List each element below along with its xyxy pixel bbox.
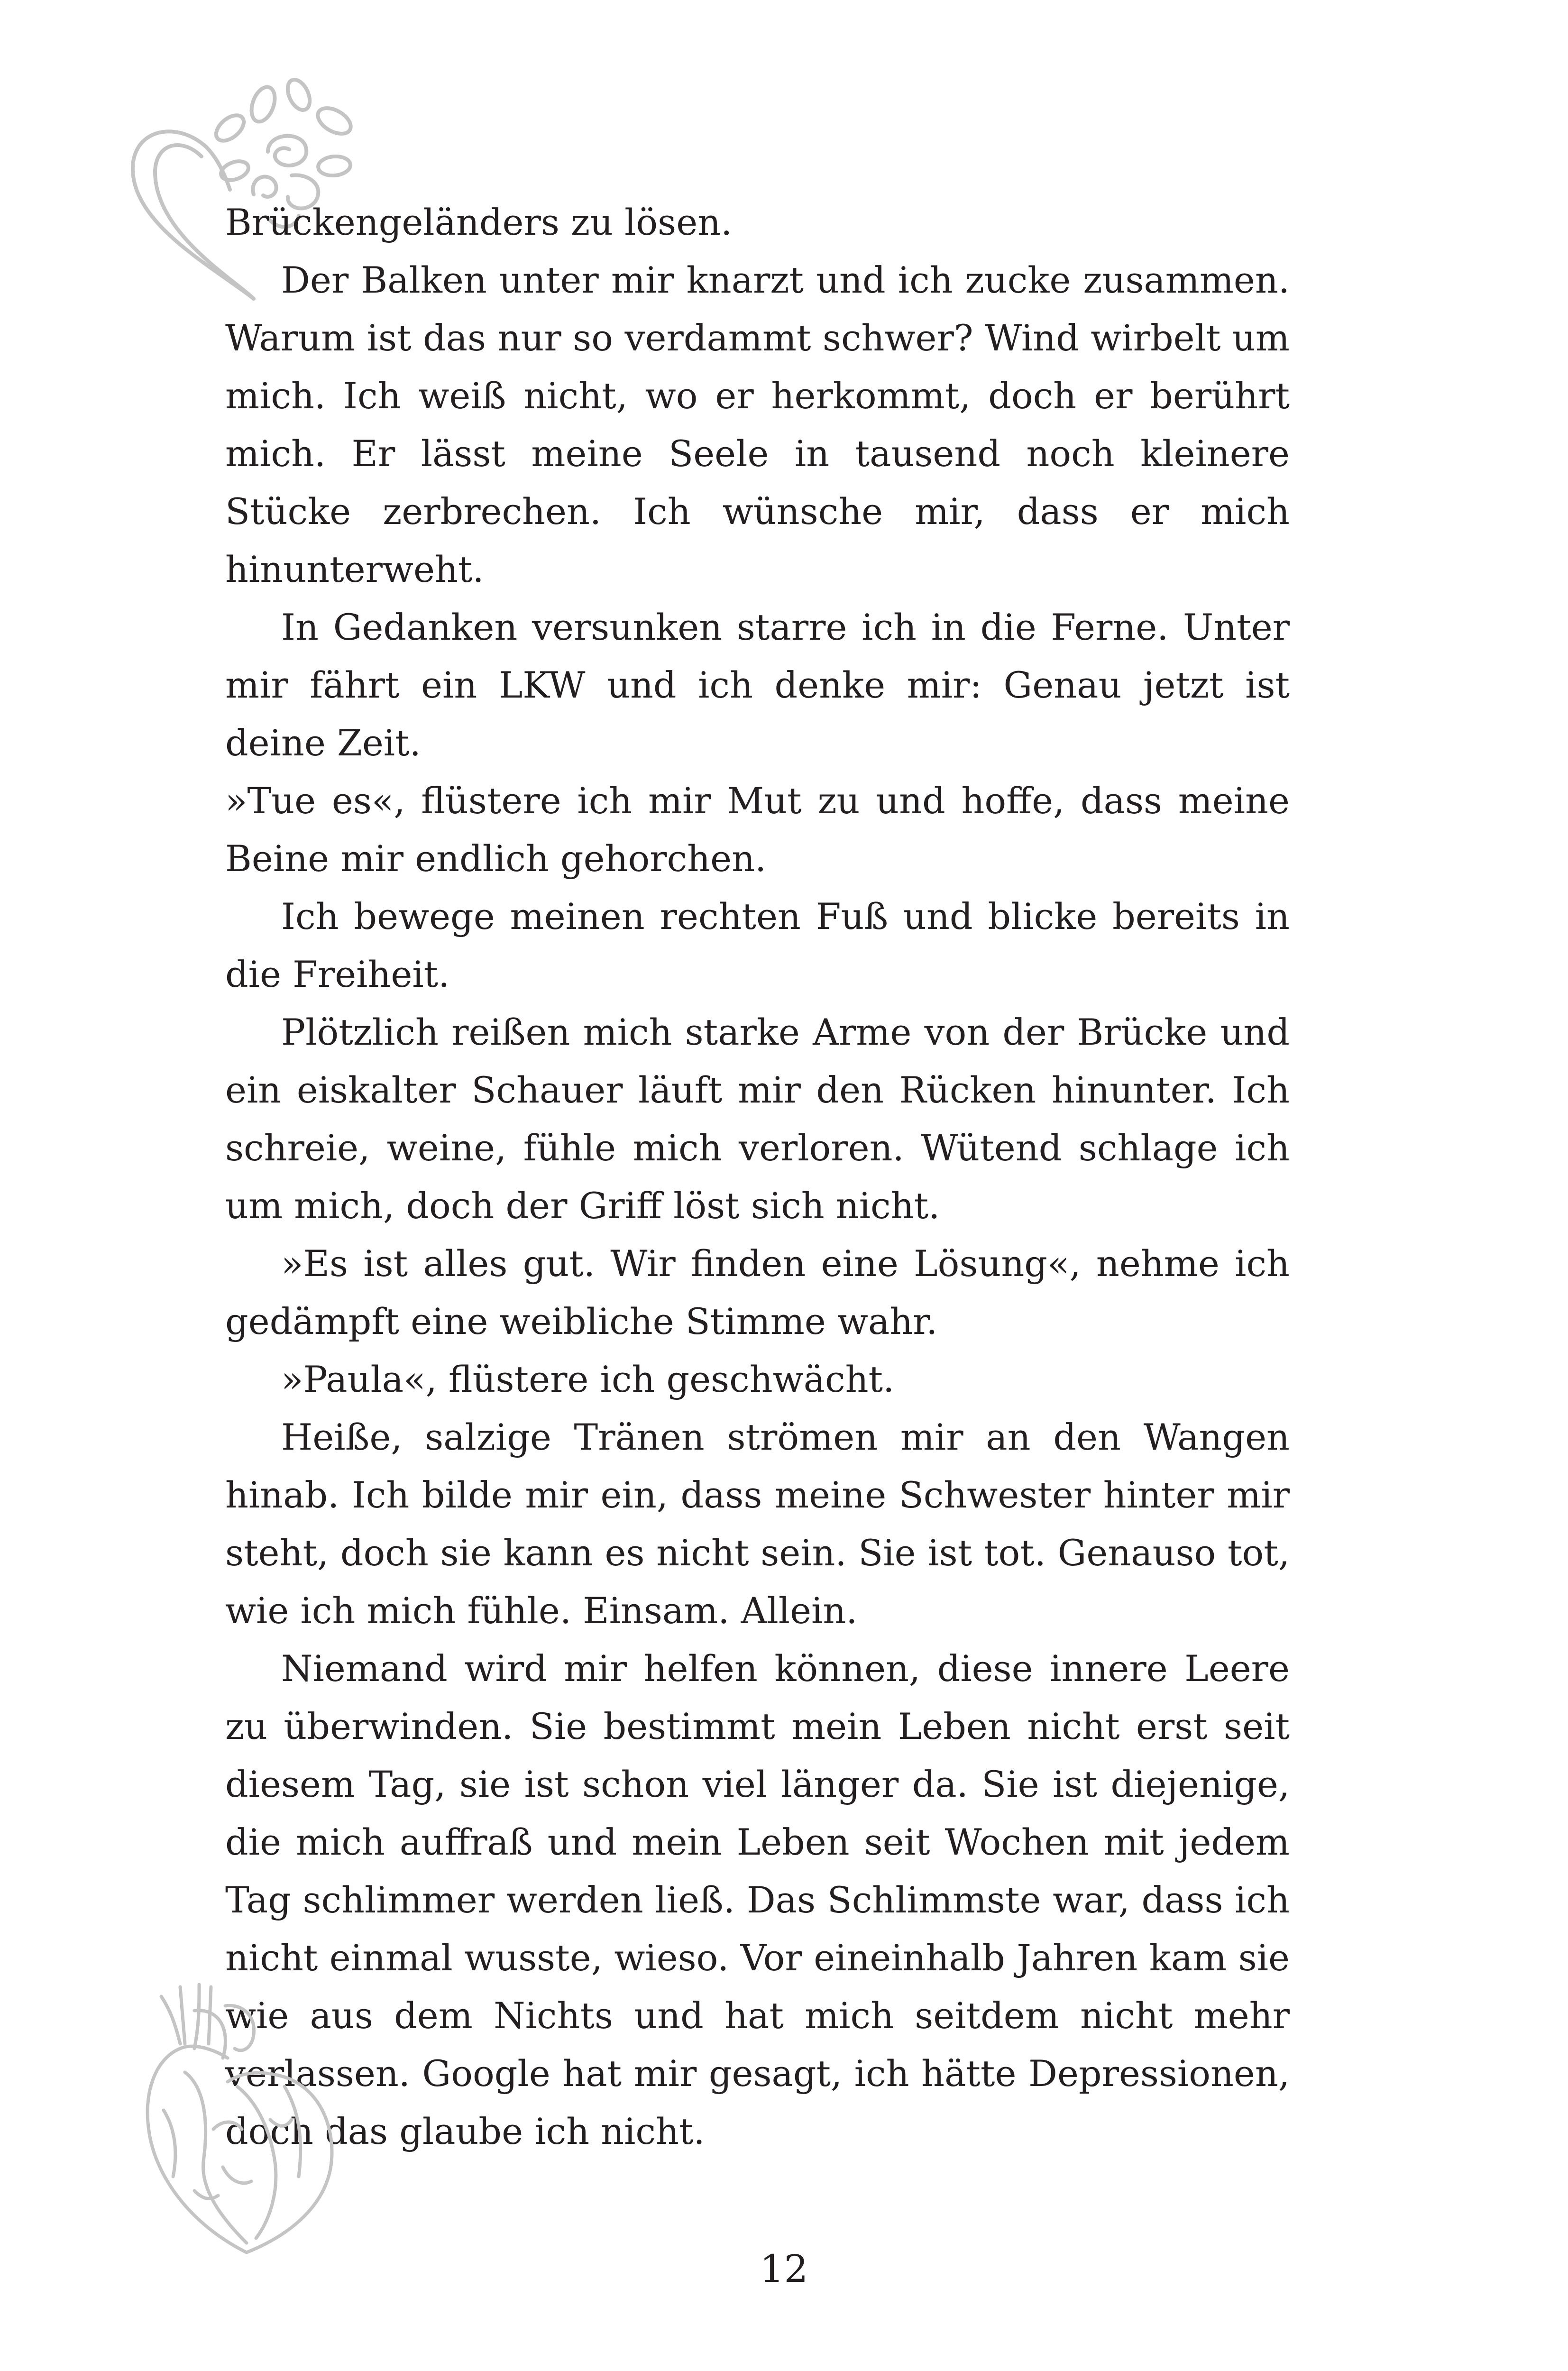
paragraph: Der Balken unter mir knarzt und ich zucke zusammen. Warum ist das nur so verdammt schwer? Wind wirbelt um mich. Ich weiß nicht, wo er herkommt, doch er berührt mich. Er lässt meine Seele in tausend noch kleinere Stücke zerbrechen. Ich wünsche mir, dass er mich hinunterweht. (225, 259, 1290, 590)
anatomical-heart-icon (128, 1977, 346, 2262)
paragraph: Niemand wird mir helfen können, diese innere Leere zu überwinden. Sie bestimmt mein Leben nicht erst seit diesem Tag, sie ist schon viel länger da. Sie ist diejenige, die mich auffraß und mein Leben seit Wochen mit jedem Tag schlimmer werden ließ. Das Schlimmste war, dass ich nicht einmal wusste, wieso. Vor eineinhalb Jahren kam sie wie aus dem Nichts und hat mich seitdem nicht mehr verlassen. Google hat mir gesagt, ich hätte Depressionen, doch das glaube ich nicht. (225, 1647, 1290, 2152)
body-text (225, 193, 1290, 2160)
paragraph: »Tue es«, flüstere ich mir Mut zu und hoffe, dass meine Beine mir endlich gehorchen. (225, 780, 1290, 880)
page-number: 12 (760, 2247, 808, 2291)
paragraph: Heiße, salzige Tränen strömen mir an den Wangen hinab. Ich bilde mir ein, dass meine Schwester hinter mir steht, doch sie kann es nicht sein. Sie ist tot. Genauso tot, wie ich mich fühle. Einsam. Allein. (225, 1416, 1290, 1632)
paragraph: Ich bewege meinen rechten Fuß und blicke bereits in die Freiheit. (225, 895, 1290, 995)
paragraph: Plötzlich reißen mich starke Arme von der Brücke und ein eiskalter Schauer läuft mir den Rücken hinunter. Ich schreie, weine, fühle mich verloren. Wütend schlage ich um mich, doch der Griff löst sich nicht. (225, 1011, 1290, 1227)
paragraph: Brückengeländers zu lösen. (225, 201, 733, 243)
paragraph: In Gedanken versunken starre ich in die Ferne. Unter mir fährt ein LKW und ich denke mir: Genau jetzt ist deine Zeit. (225, 606, 1290, 764)
paragraph: »Paula«, flüstere ich geschwächt. (281, 1358, 895, 1400)
paragraph: »Es ist alles gut. Wir finden eine Lösung«, nehme ich gedämpft eine weibliche Stimme wahr. (225, 1242, 1290, 1342)
